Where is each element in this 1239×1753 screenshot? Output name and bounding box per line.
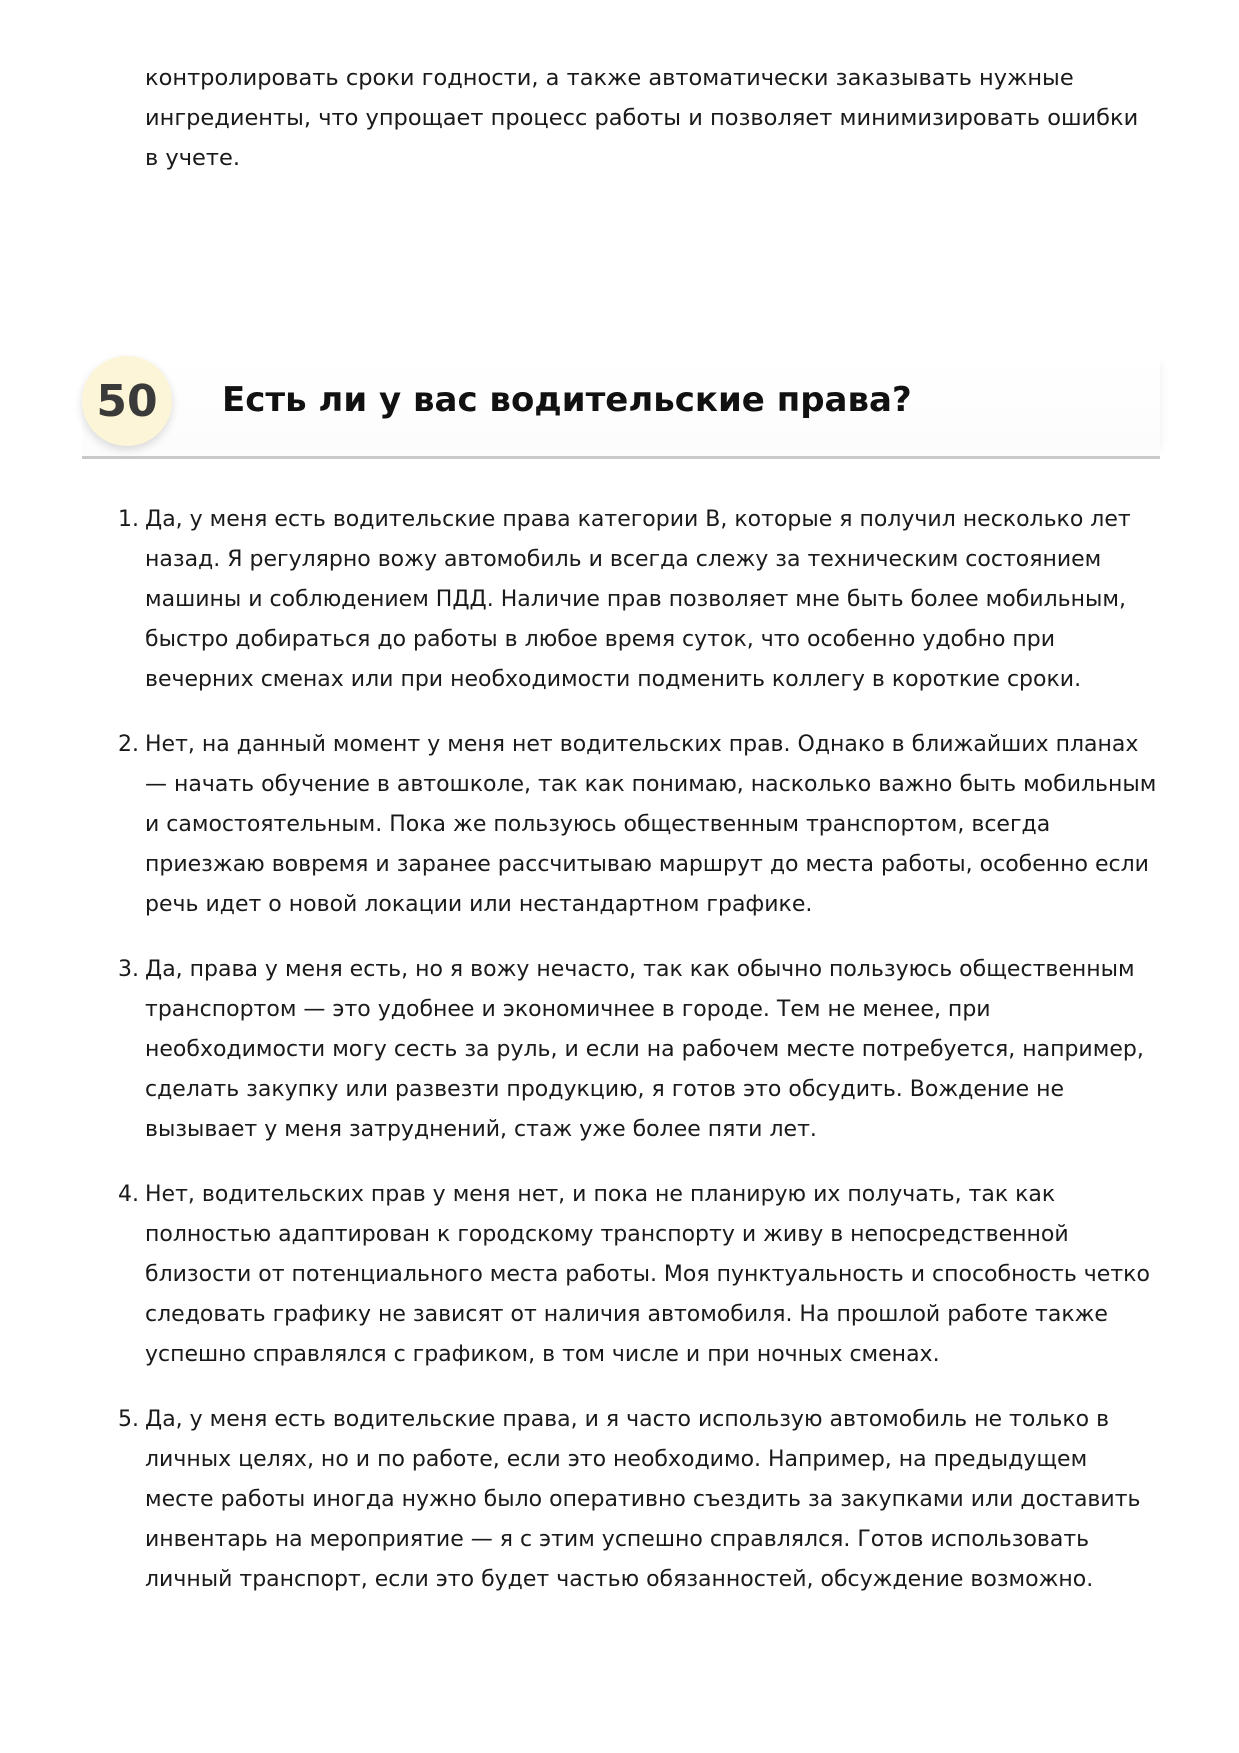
answer-item <box>118 500 1160 700</box>
question-number-badge: 50 <box>82 356 172 446</box>
answer-number: 1. <box>118 507 139 532</box>
answers-list <box>118 500 1160 1625</box>
answer-number: 4. <box>118 1182 139 1207</box>
answer-item <box>118 725 1160 925</box>
question-header <box>82 356 1160 460</box>
question-title: Есть ли у вас водительские права? <box>222 380 912 420</box>
answer-text: Да, у меня есть водительские права, и я часто использую автомобиль не только в личных целях, но и по работе, если это необходимо. Например, на предыдущем месте работы иногда нужно было оперативно съездить за закупками или доставить инвентарь на мероприятие — я с этим успешно справлялся. Готов использовать личный транспорт, если это будет частью обязанностей, обсуждение возможно. <box>145 1407 1141 1592</box>
answer-item <box>118 1400 1160 1600</box>
answer-number: 3. <box>118 957 139 982</box>
answer-text: Да, у меня есть водительские права категории B, которые я получил несколько лет назад. Я регулярно вожу автомобиль и всегда слежу за техническим состоянием машины и соблюдением ПДД. Наличие прав позволяет мне быть более мобильным, быстро добираться до работы в любое время суток, что особенно удобно при вечерних сменах или при необходимости подменить коллегу в короткие сроки. <box>145 507 1131 692</box>
answer-text: Нет, водительских прав у меня нет, и пока не планирую их получать, так как полностью адаптирован к городскому транспорту и живу в непосредственной близости от потенциального места работы. Моя пунктуальность и способность четко следовать графику не зависят от наличия автомобиля. На прошлой работе также успешно справлялся с графиком, в том числе и при ночных сменах. <box>145 1182 1150 1367</box>
answer-text: Да, права у меня есть, но я вожу нечасто, так как обычно пользуюсь общественным транспортом — это удобнее и экономичнее в городе. Тем не менее, при необходимости могу сесть за руль, и если на рабочем месте потребуется, например, сделать закупку или развезти продукцию, я готов это обсудить. Вождение не вызывает у меня затруднений, стаж уже более пяти лет. <box>145 957 1144 1142</box>
answer-number: 2. <box>118 732 139 757</box>
intro-paragraph: контролировать сроки годности, а также автоматически заказывать нужные ингредиенты, что упрощает процесс работы и позволяет минимизировать ошибки в учете. <box>145 65 1139 171</box>
answer-text: Нет, на данный момент у меня нет водительских прав. Однако в ближайших планах — начать обучение в автошколе, так как понимаю, насколько важно быть мобильным и самостоятельным. Пока же пользуюсь общественным транспортом, всегда приезжаю вовремя и заранее рассчитываю маршрут до места работы, особенно если речь идет о новой локации или нестандартном графике. <box>145 732 1157 917</box>
answer-item <box>118 950 1160 1150</box>
answer-item <box>118 1175 1160 1375</box>
answer-number: 5. <box>118 1407 139 1432</box>
header-divider <box>82 456 1160 459</box>
